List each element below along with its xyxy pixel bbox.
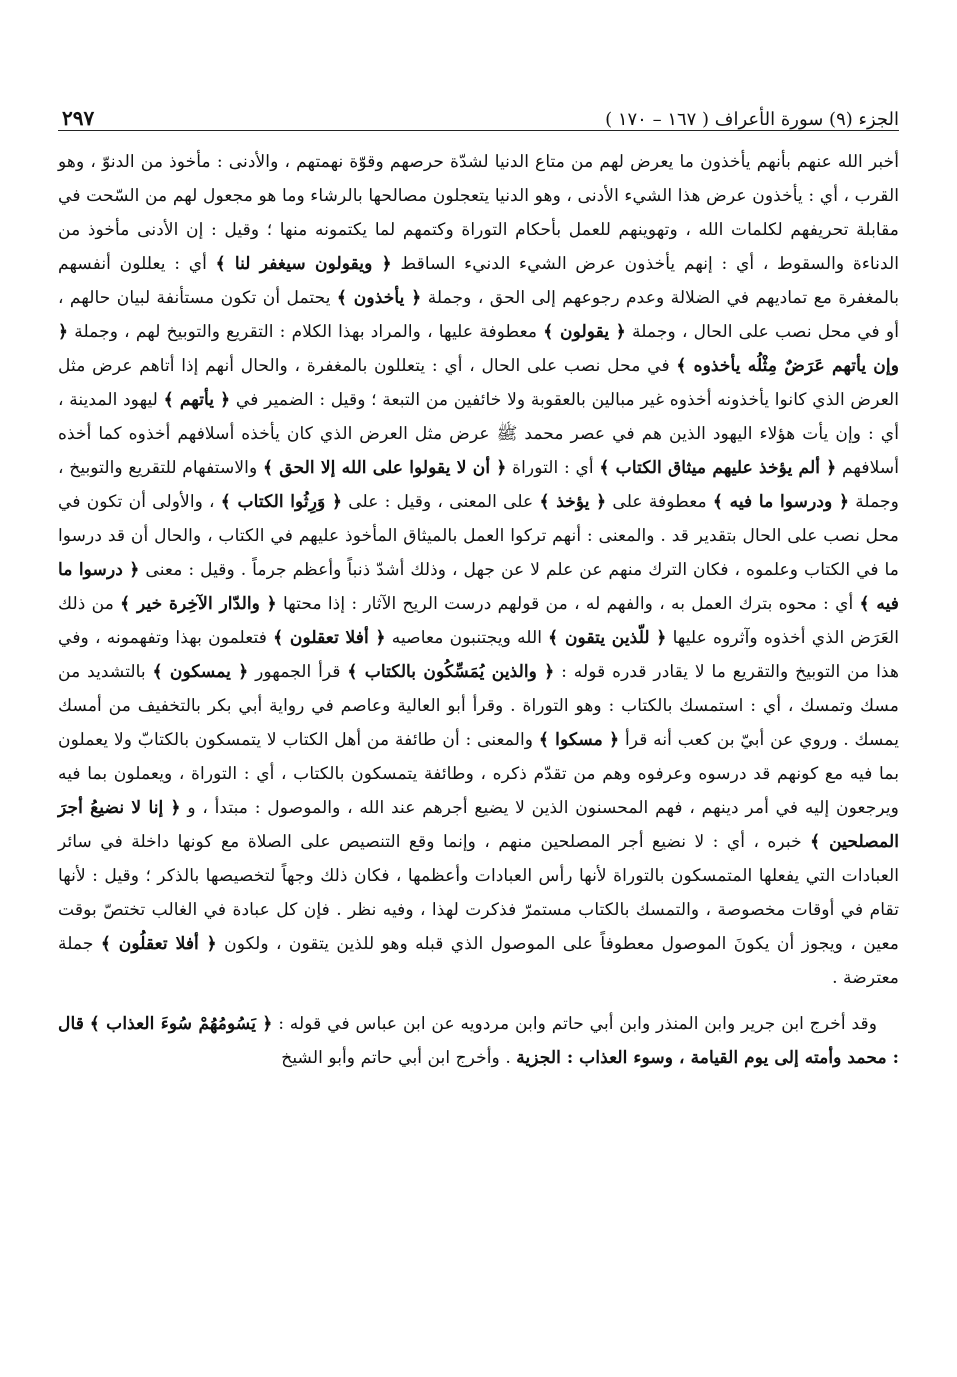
running-title: الجزء (٩) سورة الأعراف ( ١٦٧ – ١٧٠ ) — [605, 109, 899, 130]
quranic-quote: ﴿ يمسكون ﴾ — [152, 662, 249, 682]
text-run: والاستفهام للتقريع والتوبيخ ، وجملة — [58, 458, 899, 512]
text-run: يحتمل أن تكون مستأنفة لبيان حالهم ، أو في محل نصب على الحال ، وجملة — [58, 288, 899, 342]
text-run: بالتشديد من مسك وتمسك ، أي : استمسك بالكتاب : وهو التوراة . وقرأ أبو العالية وعاصم في رواية أبي بكر بالتخفيف من أمسك يمسك . وروي عن أبيّ بن كعب أنه قرأ — [58, 662, 900, 750]
quranic-quote: ﴿ يأتهم ﴾ — [163, 390, 231, 410]
text-run: ، والأولى أن تكون في محل نصب على الحال بتقدير قد . والمعنى : أنهم تركوا العمل بالميثاق المأخوذ عليهم في الكتاب ، والحال أن قد درسوا ما في الكتاب وعلموه ، فكان الترك منهم عن علم لا عن جهل ، وذلك أشدّ ذنباً وأعظم جرماً . وقيل : معنى — [58, 492, 899, 580]
quranic-quote: ﴿ يأخذون ﴾ — [336, 288, 422, 308]
quranic-quote: ﴿ والدّار الآخِرة خير ﴾ — [120, 594, 277, 614]
text-run: معطوفة على — [606, 492, 713, 512]
text-run: قرأ الجمهور — [248, 662, 348, 682]
page-header — [62, 92, 899, 130]
text-run: من ذلك العَرَض الذي أخذوه وآثروه عليها — [58, 594, 899, 648]
text-run: أخبر الله عنهم بأنهم يأخذون ما يعرض لهم من متاع الدنيا لشدّة حرصهم وقوّة نهمتهم ، والأدنى : مأخوذ من الدنوّ ، وهو القرب ، أي : يأخذون عرض هذا الشيء الأدنى ، وهو الدنيا يتعجلون مصالحها بالرشاء وما هو مجعول لهم من السّحت في مقابلة تحريفهم لكلمات الله ، وتهوينهم للعمل بأحكام التوراة وكتمهم لما يكتمونه منها ؛ وقيل : إن الأدنى مأخوذ من الدناءة والسقوط ، أي : إنهم يأخذون عرض الشيء الدنيء الساقط — [58, 152, 899, 274]
quranic-quote: ﴿ وإن يأتهم عَرَضٌ مِثْلُه يأخذوه ﴾ — [58, 322, 900, 376]
text-run: أي : يعللون أنفسهم بالمغفرة مع تماديهم في الضلالة وعدم رجوعهم إلى الحق ، وجملة — [58, 254, 899, 308]
text-run: على المعنى ، وقيل : على — [342, 492, 540, 512]
quranic-quote: ﴿ يؤخذ ﴾ — [539, 492, 607, 512]
text-run: معطوفة عليها ، والمراد بهذا الكلام : التقريع والتوبيخ لهم ، وجملة — [68, 322, 544, 342]
text-run: أي : التوراة — [506, 458, 600, 478]
text-run: وقد أخرج ابن جرير وابن المنذر وابن أبي حاتم وابن مردويه عن ابن عباس في قوله : — [272, 1014, 877, 1034]
quranic-quote: ﴿ أفلا تعقلُون ﴾ — [100, 934, 217, 954]
commentary-text — [58, 145, 899, 1075]
quranic-quote: ﴿ ألم يؤخذ عليهم ميثاق الكتاب ﴾ — [599, 458, 837, 478]
quranic-quote: ﴿ أن لا يقولوا على الله إلا الحق ﴾ — [262, 458, 507, 478]
quranic-quote: ﴿ يقولون ﴾ — [543, 322, 626, 342]
page-number: ٢٩٧ — [62, 106, 95, 130]
quranic-quote: قال : محمد وأمته إلى يوم القيامة ، وسوء العذاب : الجزية — [58, 1014, 899, 1068]
text-run: الله ويجتنبون معاصيه — [385, 628, 549, 648]
text-run: خبره ، أي : لا نضيع أجر المصلحين منهم ، وإنما وقع التنصيص على الصلاة مع كونها داخلة في سائر العبادات التي يفعلها المتمسكون بالتوراة لأنها رأس العبادات وأعظمها ، فكان ذلك وجهاً لتخصيصها بالذكر ؛ وقيل : لأنها تقام في أوقات مخصوصة ، والتمسك بالكتاب مستمرّ فذكرت لهذا ، وفيه نظر . فإن كل عبادة في الغالب تختصّ بوقت معين ، ويجوز أن يكونَ الموصول معطوفاً على الموصول الذي قبله وهو للذين يتقون ، ولكون — [58, 832, 899, 954]
header-divider — [58, 130, 899, 131]
quranic-quote: ﴿ أفلا تعقلون ﴾ — [273, 628, 386, 648]
text-run: في محل نصب على الحال ، أي : يتعللون بالمغفرة ، والحال أنهم إذا أتاهم عرض مثل العرض الذي كانوا يأخذونه أخذوه غير مبالين بالعقوبة ولا خائفين من التبعة ؛ وقيل : الضمير في — [58, 356, 899, 410]
quranic-quote: ﴿ وَرِثُوا الكتاب ﴾ — [220, 492, 343, 512]
quranic-quote: ﴿ للّذين يتقون ﴾ — [548, 628, 667, 648]
quranic-quote: ﴿ ودرسوا ما فيه ﴾ — [712, 492, 850, 512]
quranic-quote: ﴿ يَسُومُهُمْ سُوءَ العذاب ﴾ — [89, 1014, 273, 1034]
quranic-quote: ﴿ ويقولون سيغفر لنا ﴾ — [215, 254, 392, 274]
text-run: ليهود المدينة ، أي : وإن يأت هؤلاء اليهود الذين هم في عصر محمد ﷺ عرض مثل العرض الذي كان يأخذه أسلافهم أخذوه كما أخذه أسلافهم — [58, 390, 899, 478]
quranic-quote: ﴿ درسوا ما فيه ﴾ — [58, 560, 899, 614]
text-run: والمعنى : أن طائفة من أهل الكتاب لا يتمسكون بالكتابّ ولا يعملون بما فيه مع كونهم قد درسوه وعرفوه وهم من تقدّم ذكره ، وطائفة يتمسكون بالكتاب ، أي : التوراة ، ويعملون بما فيه ويرجعون إليه في أمر دينهم ، فهم المحسنون الذين لا يضيع أجرهم عند الله ، والموصول : مبتدأ ، و — [58, 730, 899, 818]
paragraph — [58, 145, 899, 995]
quranic-quote: ﴿ والذين يُمَسِّكُون بالكتاب ﴾ — [347, 662, 555, 682]
paragraph — [58, 1007, 899, 1075]
text-run: أي : محوه بترك العمل به ، والفهم له ، من قولهم درست الريح الآثار : إذا محتها — [276, 594, 860, 614]
text-run: جملة معترضة . — [58, 934, 899, 988]
text-run: فتعلمون بهذا وتفهمونه ، وفي هذا من التوبيخ والتقريع ما لا يقادر قدره قوله : — [58, 628, 900, 682]
quranic-quote: ﴿ إنا لا نضيعُ أجرَ المصلحين ﴾ — [58, 798, 899, 852]
text-run: . وأخرج ابن أبي حاتم وأبو الشيخ — [281, 1048, 517, 1068]
quranic-quote: ﴿ مسكوا ﴾ — [538, 730, 620, 750]
